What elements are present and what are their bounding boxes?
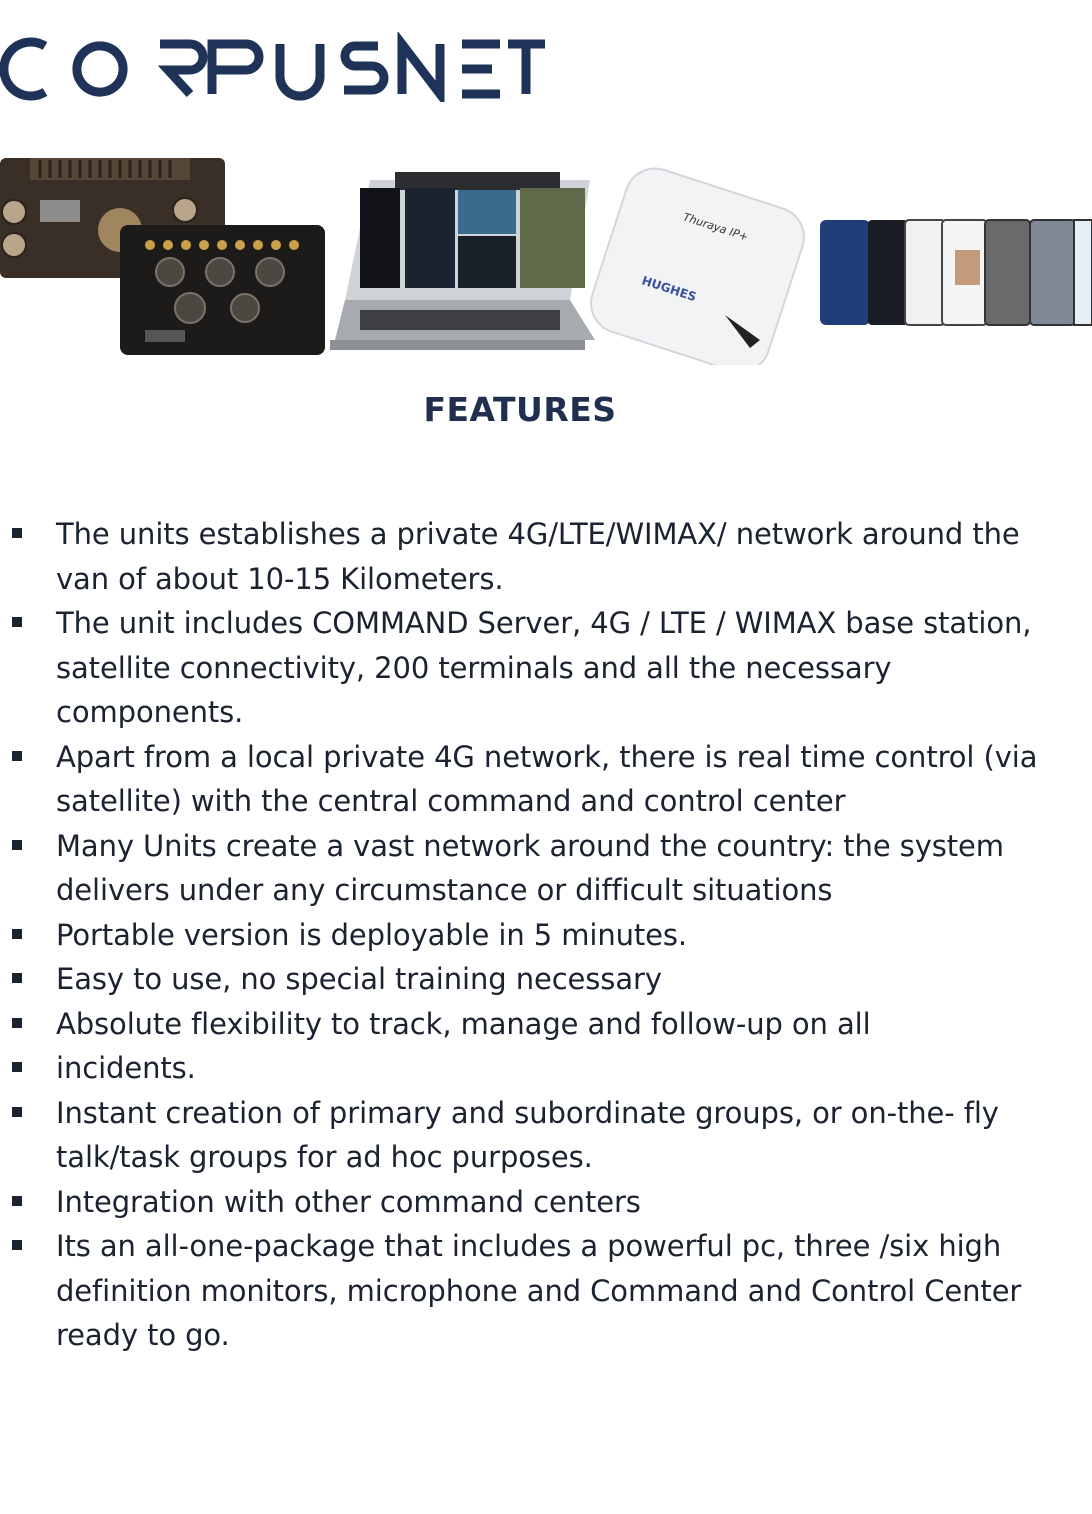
square-bullet-icon bbox=[12, 1240, 22, 1250]
square-bullet-icon bbox=[12, 929, 22, 939]
square-bullet-icon bbox=[12, 528, 22, 538]
list-item: Easy to use, no special training necessary bbox=[0, 957, 1092, 1002]
corpusnet-logo bbox=[0, 32, 560, 102]
mobile-app-screens-image bbox=[820, 220, 1092, 325]
list-item: Integration with other command centers bbox=[0, 1180, 1092, 1225]
list-item: incidents. bbox=[0, 1046, 1092, 1091]
square-bullet-icon bbox=[12, 840, 22, 850]
rugged-radio-image bbox=[120, 225, 325, 355]
square-bullet-icon bbox=[12, 1107, 22, 1117]
features-list bbox=[0, 512, 1092, 1358]
list-item: Portable version is deployable in 5 minutes. bbox=[0, 913, 1092, 958]
features-heading: FEATURES bbox=[423, 390, 617, 429]
square-bullet-icon bbox=[12, 1018, 22, 1028]
square-bullet-icon bbox=[12, 751, 22, 761]
list-item: Many Units create a vast network around the country: the system delivers under any circumstance or difficult situations bbox=[0, 824, 1092, 913]
square-bullet-icon bbox=[12, 617, 22, 627]
satellite-antenna-image bbox=[583, 161, 811, 365]
list-item: Absolute flexibility to track, manage and follow-up on all bbox=[0, 1002, 1092, 1047]
list-item: The unit includes COMMAND Server, 4G / LTE / WIMAX base station, satellite connectivity, 200 terminals and all the necessary components. bbox=[0, 601, 1092, 735]
square-bullet-icon bbox=[12, 1062, 22, 1072]
command-laptop-image bbox=[330, 172, 595, 350]
product-images bbox=[0, 140, 1092, 365]
list-item: Instant creation of primary and subordinate groups, or on-the- fly talk/task groups for ad hoc purposes. bbox=[0, 1091, 1092, 1180]
antenna-brand-label: HUGHES bbox=[640, 273, 699, 305]
list-item: Apart from a local private 4G network, there is real time control (via satellite) with the central command and control center bbox=[0, 735, 1092, 824]
list-item: The units establishes a private 4G/LTE/WIMAX/ network around the van of about 10-15 Kilometers. bbox=[0, 512, 1092, 601]
antenna-model-label: Thuraya IP+ bbox=[681, 210, 750, 244]
list-item: Its an all-one-package that includes a powerful pc, three /six high definition monitors, microphone and Command and Control Center ready to go. bbox=[0, 1224, 1092, 1358]
square-bullet-icon bbox=[12, 1196, 22, 1206]
square-bullet-icon bbox=[12, 973, 22, 983]
